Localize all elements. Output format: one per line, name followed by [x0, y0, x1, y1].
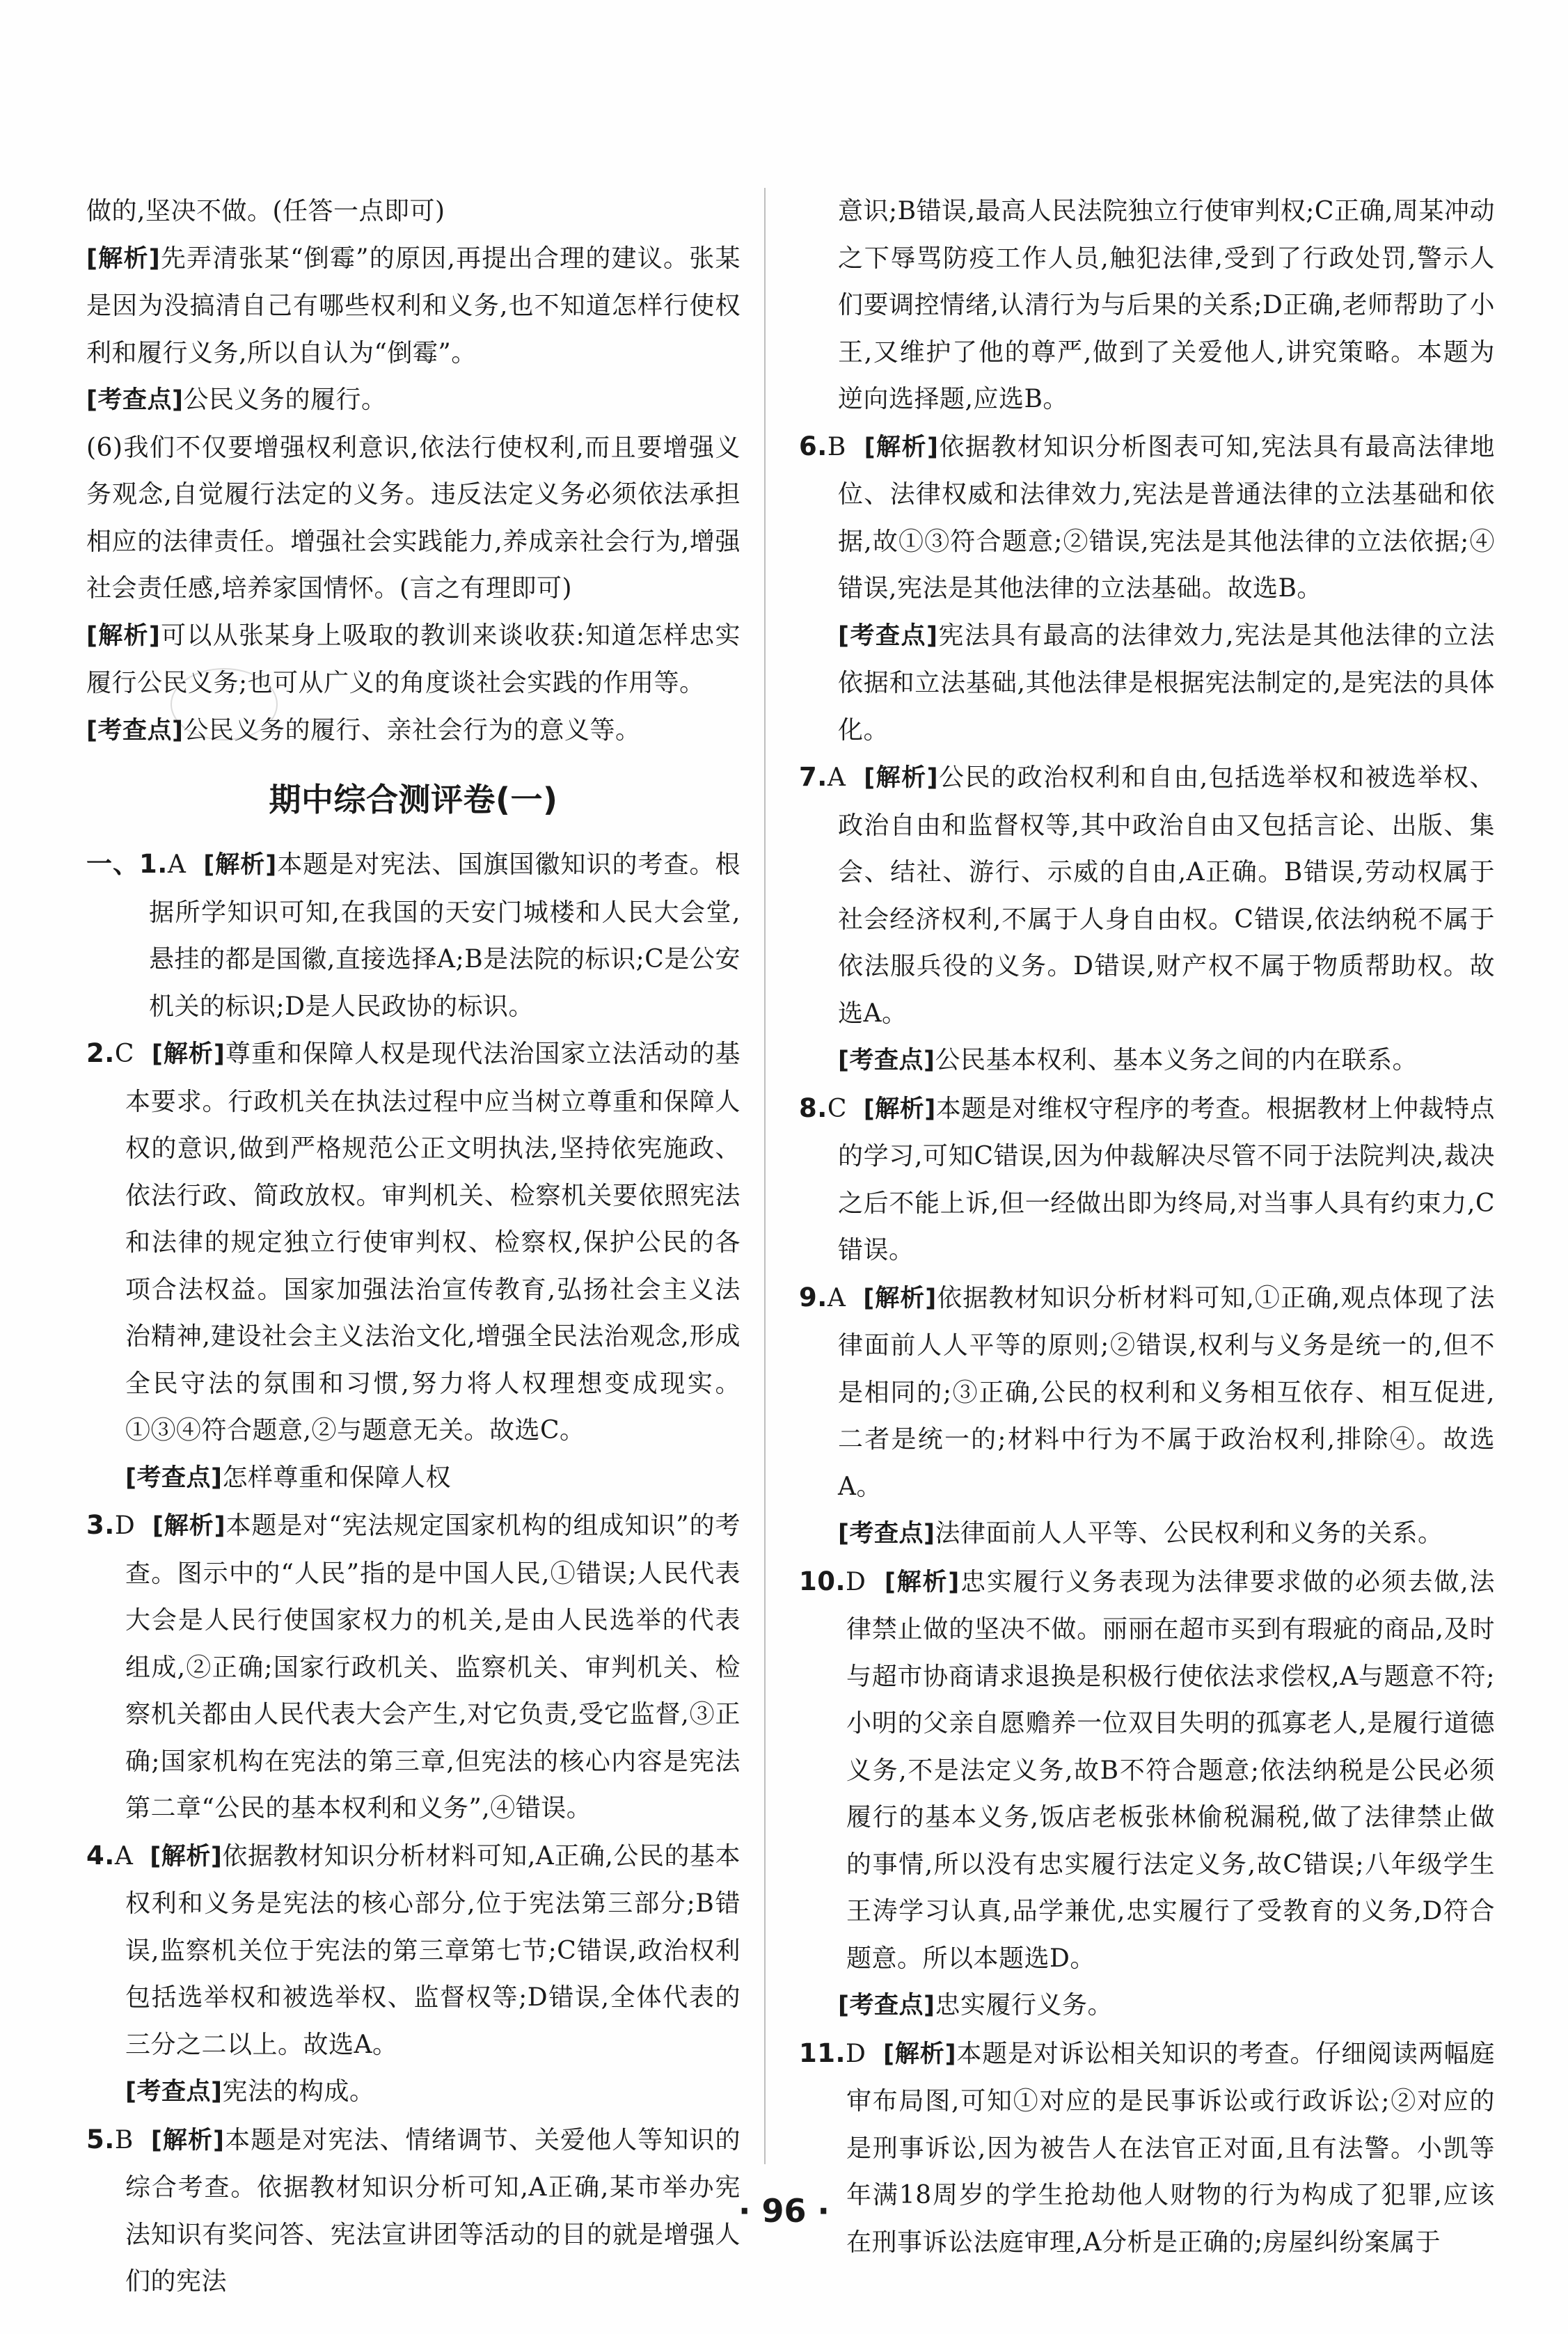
answer-letter: D [114, 1511, 136, 1540]
analysis-tag: [解析] [151, 1040, 225, 1068]
keypoint-block [86, 1454, 741, 1502]
keypoint-tag: [考查点] [125, 1463, 223, 1492]
answer-letter: A [827, 1283, 846, 1312]
keypoint-block [86, 707, 741, 755]
analysis-tag: [解析] [883, 2040, 957, 2068]
analysis-text: 依据教材知识分析材料可知,A正确,公民的基本权利和义务是宪法的核心部分,位于宪法第三部分;B错误,监察机关位于宪法的第三章第七节;C错误,政治权利包括选举权和被选举权、监督权等;D错误,全体代表的三分之二以上。故选A。 [125, 1841, 741, 2059]
analysis-tag: [解析] [863, 1095, 936, 1123]
analysis-block [86, 235, 741, 377]
keypoint-block [799, 1037, 1495, 1085]
analysis-tag: [解析] [86, 244, 161, 273]
keypoint-tag: [考查点] [838, 1992, 935, 2019]
question-number: 8. [799, 1093, 827, 1123]
question-number: 5. [86, 2124, 115, 2154]
keypoint-block [86, 2068, 741, 2116]
keypoint-text: 公民义务的履行。 [183, 386, 387, 414]
right-column [799, 188, 1495, 2266]
keypoint-text: 忠实履行义务。 [935, 1991, 1114, 2019]
answer-item [799, 423, 1495, 612]
keypoint-block [799, 1982, 1495, 2030]
keypoint-text: 宪法具有最高的法律效力,宪法是其他法律的立法依据和立法基础,其他法律是根据宪法制定的,是宪法的具体化。 [838, 621, 1495, 745]
answer-item [86, 1832, 741, 2069]
answer-item [799, 1558, 1495, 1983]
keypoint-text: 宪法的构成。 [222, 2077, 375, 2106]
answer-item [86, 841, 741, 1030]
analysis-text: 依据教材知识分析材料可知,①正确,观点体现了法律面前人人平等的原则;②错误,权利与义务是统一的,但不是相同的;③正确,公民的权利和义务相互依存、相互促进,二者是统一的;材料中行为不属于政治权利,排除④。故选A。 [838, 1283, 1496, 1501]
keypoint-tag: [考查点] [86, 386, 184, 414]
analysis-text: 忠实履行义务表现为法律要求做的必须去做,法律禁止做的坚决不做。丽丽在超市买到有瑕疵的商品,及时与超市协商请求退换是积极行使依法求偿权,A与题意不符;小明的父亲自愿赡养一位双目失明的孤寡老人,是履行道德义务,不是法定义务,故B不符合题意;依法纳税是公民必须履行的基本义务,饭店老板张林偷税漏税,做了法律禁止做的事情,所以没有忠实履行法定义务,故C错误;八年级学生王涛学习认真,品学兼优,忠实履行了受教育的义务,D符合题意。所以本题选D。 [846, 1567, 1495, 1973]
analysis-tag: [解析] [86, 621, 161, 650]
analysis-text: 先弄清张某“倒霉”的原因,再提出合理的建议。张某是因为没搞清自己有哪些权利和义务,也不知道怎样行使权利和履行义务,所以自认为“倒霉”。 [86, 244, 741, 367]
answer-letter: D [846, 1567, 866, 1596]
analysis-tag: [解析] [152, 1512, 226, 1540]
keypoint-tag: [考查点] [838, 1047, 935, 1074]
analysis-tag: [解析] [150, 2126, 225, 2154]
answer-item [86, 1030, 741, 1454]
answer-item [799, 754, 1495, 1037]
question-number: 11. [799, 2038, 846, 2068]
question-number: 4. [86, 1840, 115, 1871]
left-column [86, 188, 741, 2305]
keypoint-block [799, 612, 1495, 754]
keypoint-block [86, 376, 741, 424]
answer-item [86, 1502, 741, 1832]
answer-letter: D [846, 2039, 866, 2068]
page-number: · 96 · [738, 2192, 830, 2230]
analysis-tag: [解析] [864, 433, 939, 461]
answer-letter: B [114, 2125, 134, 2154]
keypoint-text: 法律面前人人平等、公民权利和义务的关系。 [935, 1519, 1443, 1548]
analysis-text: 尊重和保障人权是现代法治国家立法活动的基本要求。行政机关在执法过程中应当树立尊重和保障人权的意识,做到严格规范公正文明执法,坚持依宪施政、依法行政、简政放权。审判机关、检察机关要依照宪法和法律的规定独立行使审判权、检察权,保护公民的各项合法权益。国家加强法治宣传教育,弘扬社会主义法治精神,建设社会主义法治文化,增强全民法治观念,形成全民守法的氛围和习惯,努力将人权理想变成现实。①③④符合题意,②与题意无关。故选C。 [125, 1040, 741, 1445]
keypoint-text: 公民义务的履行、亲社会行为的意义等。 [183, 715, 641, 745]
analysis-text: 可以从张某身上吸取的教训来谈收获:知道怎样忠实履行公民义务;也可从广义的角度谈社会实践的作用等。 [86, 621, 741, 697]
question-number: 2. [86, 1038, 115, 1068]
keypoint-block [799, 1510, 1495, 1558]
continuation-text: 意识;B错误,最高人民法院独立行使审判权;C正确,周某冲动之下辱骂防疫工作人员,触犯法律,受到了行政处罚,警示人们要调控情绪,认清行为与后果的关系;D正确,老师帮助了小王,又维护了他的尊严,做到了关爱他人,讲究策略。本题为逆向选择题,应选B。 [838, 197, 1495, 413]
answer-item [799, 2030, 1495, 2266]
question-number: 9. [799, 1282, 827, 1312]
answer-item [799, 1274, 1495, 1511]
question-number: 7. [799, 762, 827, 792]
answer-letter: C [827, 1094, 847, 1123]
analysis-text: 本题是对宪法、情绪调节、关爱他人等知识的综合考查。依据教材知识分析可知,A正确,某市举办宪法知识有奖问答、宪法宣讲团等活动的目的就是增强人们的宪法 [125, 2125, 741, 2296]
answer-item [799, 1085, 1495, 1274]
question-number: 6. [799, 431, 827, 461]
keypoint-text: 公民基本权利、基本义务之间的内在联系。 [935, 1046, 1418, 1074]
analysis-text: 本题是对宪法、国旗国徽知识的考查。根据所学知识可知,在我国的天安门城楼和人民大会堂,悬挂的都是国徽,直接选择A;B是法院的标识;C是公安机关的标识;D是人民政协的标识。 [149, 850, 741, 1021]
answer-letter: A [114, 1841, 134, 1871]
keypoint-tag: [考查点] [86, 716, 184, 745]
analysis-text: 本题是对“宪法规定国家机构的组成知识”的考查。图示中的“人民”指的是中国人民,①错误;人民代表大会是人民行使国家权力的机关,是由人民选举的代表组成,②正确;国家行政机关、监察机关、审判机关、检察机关都由人民代表大会产生,对它负责,受它监督,③正确;国家机构在宪法的第三章,但宪法的核心内容是宪法第二章“公民的基本权利和义务”,④错误。 [125, 1511, 741, 1823]
text-line: 做的,坚决不做。(任答一点即可) [86, 197, 445, 225]
keypoint-tag: [考查点] [838, 1520, 935, 1548]
analysis-tag: [解析] [864, 764, 939, 792]
analysis-tag: [解析] [150, 1842, 223, 1871]
column-divider [764, 188, 766, 2164]
keypoint-tag: [考查点] [838, 621, 938, 650]
analysis-tag: [解析] [884, 1568, 960, 1596]
answer-letter: A [827, 763, 846, 792]
question-number: 3. [86, 1510, 115, 1540]
section-title: 期中综合测评卷(一) [269, 781, 558, 818]
analysis-block [86, 612, 741, 707]
question-number: 10. [799, 1566, 846, 1596]
analysis-tag: [解析] [203, 851, 277, 879]
answer-letter: B [827, 432, 846, 461]
analysis-tag: [解析] [863, 1284, 937, 1312]
analysis-text: 依据教材知识分析图表可知,宪法具有最高法律地位、法律权威和法律效力,宪法是普通法律的立法基础和依据,故①③符合题意;②错误,宪法是其他法律的立法依据;④错误,宪法是其他法律的立法基础。故选B。 [838, 432, 1495, 603]
answer-letter: A [167, 850, 187, 879]
analysis-text: 本题是对诉讼相关知识的考查。仔细阅读两幅庭审布局图,可知①对应的是民事诉讼或行政诉讼;②对应的是刑事诉讼,因为被告人在法官正对面,且有法警。小凯等年满18周岁的学生抢劫他人财物的行为构成了犯罪,应该在刑事诉讼法庭审理,A分析是正确的;房屋纠纷案属于 [846, 2039, 1495, 2257]
keypoint-tag: [考查点] [125, 2078, 223, 2106]
answer-letter: C [114, 1040, 134, 1068]
analysis-text: 本题是对维权守程序的考查。根据教材上仲裁特点的学习,可知C错误,因为仲裁解决尽管不同于法院判决,裁决之后不能上诉,但一经做出即为终局,对当事人具有约束力,C错误。 [838, 1094, 1495, 1264]
keypoint-text: 怎样尊重和保障人权 [222, 1463, 452, 1492]
text-line: (6)我们不仅要增强权利意识,依法行使权利,而且要增强义务观念,自觉履行法定的义务。违反法定义务必须依法承担相应的法律责任。增强社会实践能力,养成亲社会行为,增强社会责任感,培养家国情怀。(言之有理即可) [86, 433, 741, 603]
question-number: 一、1. [86, 849, 168, 879]
analysis-text: 公民的政治权利和自由,包括选举权和被选举权、政治自由和监督权等,其中政治自由又包括言论、出版、集会、结社、游行、示威的自由,A正确。B错误,劳动权属于社会经济权利,不属于人身自由权。C错误,依法纳税不属于依法服兵役的义务。D错误,财产权不属于物质帮助权。故选A。 [838, 763, 1495, 1028]
